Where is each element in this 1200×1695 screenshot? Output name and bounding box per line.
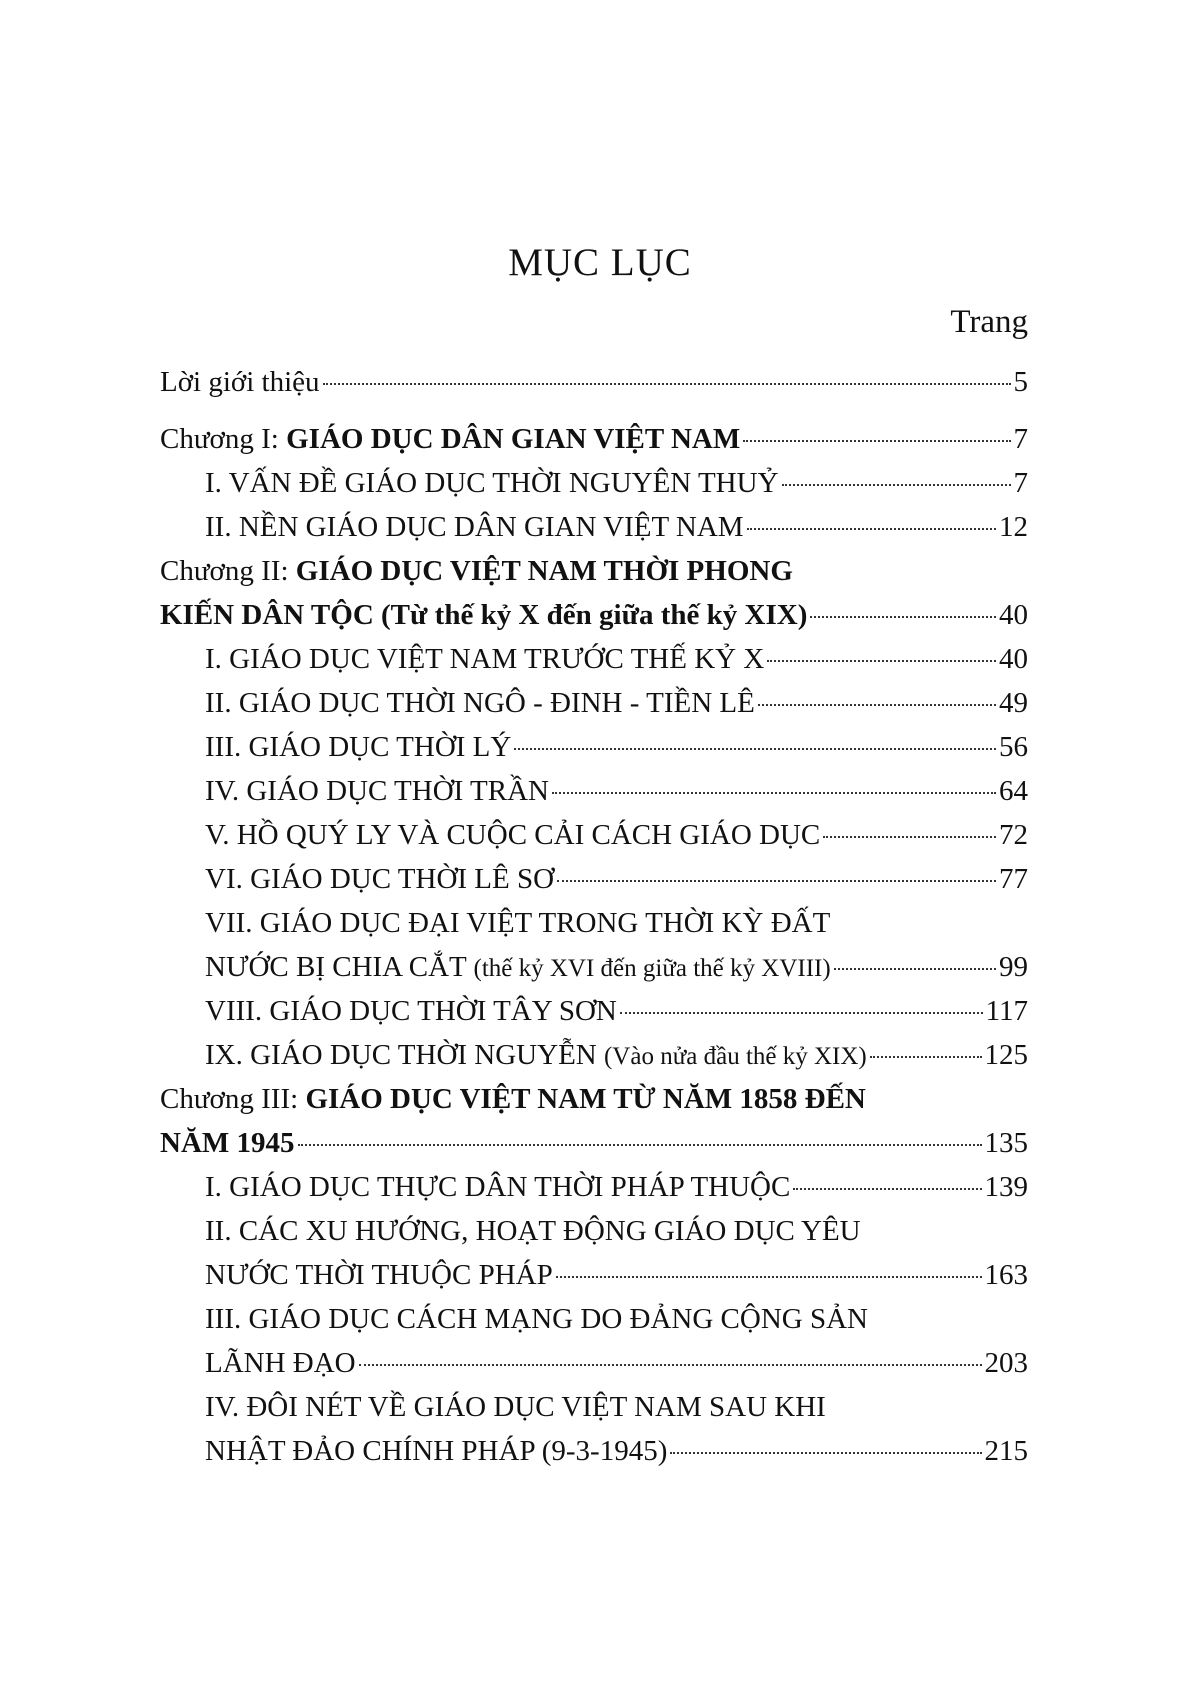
dot-leader — [557, 880, 996, 882]
dot-leader — [870, 1056, 982, 1058]
toc-page-number: 203 — [984, 1347, 1028, 1379]
dot-leader — [758, 704, 996, 706]
toc-page-number: 135 — [984, 1127, 1028, 1159]
toc-entry-label: III. GIÁO DỤC CÁCH MẠNG DO ĐẢNG CỘNG SẢN — [205, 1303, 868, 1335]
toc-section-line2[interactable] — [160, 1429, 1028, 1473]
toc-section[interactable] — [160, 813, 1028, 857]
toc-section-line1[interactable] — [160, 1385, 1028, 1429]
toc-entry-label: NƯỚC BỊ CHIA CẮT — [205, 951, 467, 983]
toc-page-number: 215 — [984, 1435, 1028, 1467]
toc-chapter-3-line1[interactable] — [160, 1077, 1028, 1121]
dot-leader — [823, 836, 996, 838]
toc-section-line2[interactable] — [160, 1253, 1028, 1297]
dot-leader — [670, 1452, 981, 1454]
toc-page-number: 49 — [999, 687, 1028, 719]
chapter-prefix: Chương III: — [160, 1083, 306, 1115]
toc-page-number: 117 — [985, 995, 1028, 1027]
dot-leader — [834, 968, 996, 970]
dot-leader — [514, 748, 996, 750]
toc-section-line1[interactable] — [160, 1297, 1028, 1341]
toc-entry-label: VI. GIÁO DỤC THỜI LÊ SƠ — [205, 863, 555, 895]
toc-page-number: 64 — [999, 775, 1028, 807]
toc-section[interactable] — [160, 989, 1028, 1033]
toc-page-number: 99 — [999, 951, 1028, 983]
dot-leader — [793, 1188, 981, 1190]
toc-entry-label: III. GIÁO DỤC THỜI LÝ — [205, 731, 512, 763]
toc-page-number: 40 — [999, 643, 1028, 675]
dot-leader — [552, 792, 996, 794]
chapter-prefix: Chương I: — [160, 423, 287, 455]
toc-entry-label: I. VẤN ĐỀ GIÁO DỤC THỜI NGUYÊN THUỶ — [205, 467, 779, 499]
toc-page-number: 139 — [984, 1171, 1028, 1203]
toc-page-number: 12 — [999, 511, 1028, 543]
toc-section[interactable] — [160, 725, 1028, 769]
toc-entry-label: I. GIÁO DỤC THỰC DÂN THỜI PHÁP THUỘC — [205, 1171, 791, 1203]
dot-leader — [556, 1276, 982, 1278]
toc-page-number: 56 — [999, 731, 1028, 763]
chapter-title: KIẾN DÂN TỘC (Từ thế kỷ X đến giữa thế kỷ XIX) — [160, 599, 808, 631]
chapter-title: GIÁO DỤC VIỆT NAM TỪ NĂM 1858 ĐẾN — [305, 1083, 866, 1115]
toc-page-number: 77 — [999, 863, 1028, 895]
toc-entry-label: Lời giới thiệu — [160, 366, 320, 398]
dot-leader — [767, 660, 996, 662]
toc-entry-note: (thế kỷ XVI đến giữa thế kỷ XVIII) — [473, 955, 831, 982]
toc-chapter-2-line1[interactable] — [160, 549, 1028, 593]
toc-chapter-3-line2[interactable] — [160, 1121, 1028, 1165]
toc-entry-label: IV. ĐÔI NÉT VỀ GIÁO DỤC VIỆT NAM SAU KHI — [205, 1391, 826, 1423]
dot-leader — [359, 1364, 982, 1366]
dot-leader — [743, 440, 1010, 442]
toc-entry-label: II. GIÁO DỤC THỜI NGÔ - ĐINH - TIỀN LÊ — [205, 687, 755, 719]
toc-entry-label: NƯỚC THỜI THUỘC PHÁP — [205, 1259, 553, 1291]
toc-section[interactable] — [160, 1165, 1028, 1209]
toc-section[interactable] — [160, 637, 1028, 681]
toc-page-number: 7 — [1013, 423, 1028, 455]
dot-leader — [620, 1012, 983, 1014]
toc-section[interactable] — [160, 857, 1028, 901]
dot-leader — [298, 1144, 982, 1146]
toc-page-number: 7 — [1013, 467, 1028, 499]
toc-entry-note: (Vào nửa đầu thế kỷ XIX) — [603, 1043, 867, 1070]
toc-section[interactable] — [160, 505, 1028, 549]
toc-entry-label: NHẬT ĐẢO CHÍNH PHÁP (9-3-1945) — [205, 1435, 668, 1467]
page-column-label: Trang — [950, 304, 1028, 340]
dot-leader — [323, 383, 1011, 385]
toc-entry-intro[interactable] — [160, 360, 1028, 404]
table-of-contents — [160, 360, 1028, 1473]
page-title: MỤC LỤC — [508, 241, 692, 284]
toc-entry-label: V. HỒ QUÝ LY VÀ CUỘC CẢI CÁCH GIÁO DỤC — [205, 819, 821, 851]
dot-leader — [810, 616, 996, 618]
toc-entry-label: IV. GIÁO DỤC THỜI TRẦN — [205, 775, 549, 807]
dot-leader — [747, 528, 996, 530]
chapter-title: GIÁO DỤC VIỆT NAM THỜI PHONG — [295, 555, 793, 587]
toc-section[interactable] — [160, 681, 1028, 725]
toc-page-number: 163 — [984, 1259, 1028, 1291]
toc-section[interactable] — [160, 461, 1028, 505]
toc-entry-label: II. CÁC XU HƯỚNG, HOẠT ĐỘNG GIÁO DỤC YÊU — [205, 1215, 861, 1247]
toc-section-line1[interactable] — [160, 1209, 1028, 1253]
toc-section-line1[interactable] — [160, 901, 1028, 945]
toc-page-number: 72 — [999, 819, 1028, 851]
toc-section[interactable] — [160, 769, 1028, 813]
toc-entry-label: VIII. GIÁO DỤC THỜI TÂY SƠN — [205, 995, 617, 1027]
toc-section-line2[interactable] — [160, 1341, 1028, 1385]
toc-entry-label: I. GIÁO DỤC VIỆT NAM TRƯỚC THẾ KỶ X — [205, 643, 765, 675]
chapter-title: NĂM 1945 — [160, 1127, 295, 1159]
toc-page-number: 40 — [999, 599, 1028, 631]
toc-entry-label: II. NỀN GIÁO DỤC DÂN GIAN VIỆT NAM — [205, 511, 744, 543]
toc-chapter-2-line2[interactable] — [160, 593, 1028, 637]
toc-entry-label: VII. GIÁO DỤC ĐẠI VIỆT TRONG THỜI KỲ ĐẤT — [205, 907, 831, 939]
toc-entry-label: LÃNH ĐẠO — [205, 1347, 356, 1379]
toc-page-number: 5 — [1013, 366, 1028, 398]
dot-leader — [782, 484, 1011, 486]
chapter-title: GIÁO DỤC DÂN GIAN VIỆT NAM — [286, 423, 741, 455]
toc-chapter-1[interactable] — [160, 417, 1028, 461]
chapter-prefix: Chương II: — [160, 555, 296, 587]
toc-section-line2[interactable] — [160, 945, 1028, 989]
toc-page-number: 125 — [984, 1039, 1028, 1071]
toc-section[interactable] — [160, 1033, 1028, 1077]
toc-entry-label: IX. GIÁO DỤC THỜI NGUYỄN — [205, 1039, 597, 1071]
